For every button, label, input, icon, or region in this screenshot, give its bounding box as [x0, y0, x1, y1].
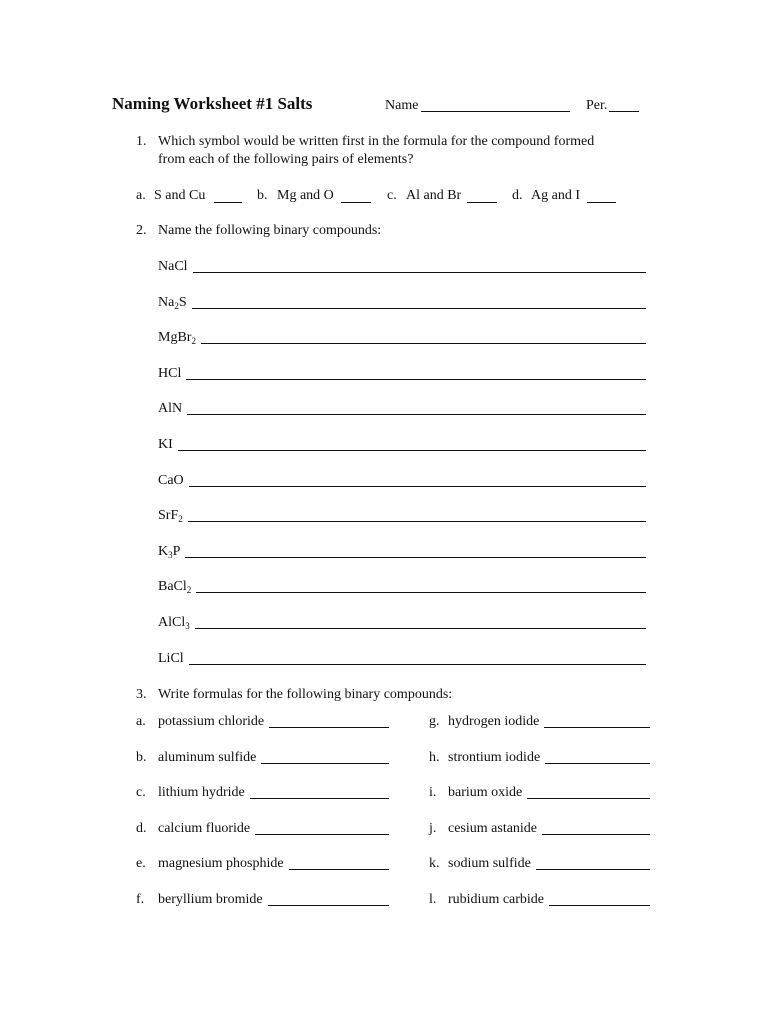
q3-left-answer-field[interactable]	[269, 727, 389, 728]
period-field[interactable]	[609, 111, 639, 112]
q1c-answer-field[interactable]	[467, 202, 497, 203]
q3-right-answer-field[interactable]	[544, 727, 650, 728]
q2-formula: LiCl	[158, 651, 184, 666]
q3-right-letter: h.	[429, 750, 440, 765]
q3-left-letter: a.	[136, 714, 146, 729]
q3-right-answer-field[interactable]	[536, 869, 650, 870]
q3-left-compound-name: calcium fluoride	[158, 821, 251, 836]
q1d-letter: d.	[512, 188, 523, 203]
q3-right-answer-field[interactable]	[542, 834, 650, 835]
q3-left-compound-name: lithium hydride	[158, 785, 245, 800]
q3-left-compound-name: beryllium bromide	[158, 892, 263, 907]
q3-left-letter: b.	[136, 750, 147, 765]
q3-right-compound-name: sodium sulfide	[448, 856, 531, 871]
q2-formula: MgBr$_2$	[158, 330, 196, 346]
q2-answer-field[interactable]	[193, 272, 646, 273]
q3-left-compound-name: potassium chloride	[158, 714, 265, 729]
q3-left-answer-field[interactable]	[255, 834, 389, 835]
q3-right-letter: l.	[429, 892, 437, 907]
q3-left-compound-name: aluminum sulfide	[158, 750, 257, 765]
q1c-text: Al and Br	[406, 188, 462, 203]
q3-left-answer-field[interactable]	[261, 763, 389, 764]
q2-formula: AlN	[158, 401, 183, 416]
q3-right-compound-name: cesium astanide	[448, 821, 538, 836]
q2-answer-field[interactable]	[195, 628, 646, 629]
q1d-answer-field[interactable]	[587, 202, 616, 203]
q3-left-answer-field[interactable]	[268, 905, 389, 906]
q2-answer-field[interactable]	[196, 592, 646, 593]
period-label: Per.	[586, 98, 608, 113]
q3-right-compound-name: rubidium carbide	[448, 892, 545, 907]
q2-formula: AlCl$_3$	[158, 615, 190, 631]
q3-right-answer-field[interactable]	[549, 905, 650, 906]
q2-formula: CaO	[158, 473, 184, 488]
q2-answer-field[interactable]	[201, 343, 646, 344]
q3-left-letter: e.	[136, 856, 146, 871]
q2-formula: SrF$_2$	[158, 508, 183, 524]
q2-answer-field[interactable]	[189, 486, 646, 487]
q3-right-compound-name: strontium iodide	[448, 750, 541, 765]
q2-answer-field[interactable]	[192, 308, 646, 309]
q3-right-letter: j.	[429, 821, 437, 836]
q1-text-line1: Which symbol would be written first in the formula for the compound formed	[158, 134, 595, 149]
q3-left-answer-field[interactable]	[289, 869, 389, 870]
q3-left-letter: f.	[136, 892, 145, 907]
q2-answer-field[interactable]	[185, 557, 646, 558]
q3-right-letter: g.	[429, 714, 440, 729]
page-title: Naming Worksheet #1 Salts	[112, 94, 313, 113]
name-field[interactable]	[421, 111, 570, 112]
q3-right-letter: k.	[429, 856, 440, 871]
q3-right-compound-name: barium oxide	[448, 785, 523, 800]
q1a-letter: a.	[136, 188, 146, 203]
q3-number: 3.	[136, 687, 147, 702]
q3-right-letter: i.	[429, 785, 437, 800]
q2-formula: $K_3P$	[158, 544, 181, 560]
q2-number: 2.	[136, 223, 147, 238]
q2-answer-field[interactable]	[189, 664, 646, 665]
q3-left-compound-name: magnesium phosphide	[158, 856, 284, 871]
name-label: Name	[385, 98, 419, 113]
q2-formula: $Na_2S$	[158, 295, 187, 311]
q1b-text: Mg and O	[277, 188, 334, 203]
q3-left-answer-field[interactable]	[250, 798, 389, 799]
q1d-text: Ag and I	[531, 188, 580, 203]
q2-formula: KI	[158, 437, 173, 452]
q2-formula: BaCl$_2$	[158, 579, 192, 595]
q2-text: Name the following binary compounds:	[158, 223, 382, 238]
q1a-answer-field[interactable]	[214, 202, 242, 203]
q2-answer-field[interactable]	[188, 521, 646, 522]
q3-right-answer-field[interactable]	[545, 763, 650, 764]
q3-right-compound-name: hydrogen iodide	[448, 714, 540, 729]
q1b-answer-field[interactable]	[341, 202, 371, 203]
q3-left-letter: c.	[136, 785, 146, 800]
q1a-text: S and Cu	[154, 188, 206, 203]
q2-answer-field[interactable]	[187, 414, 646, 415]
q3-right-answer-field[interactable]	[527, 798, 650, 799]
q1-text-line2: from each of the following pairs of elements?	[158, 152, 414, 167]
q2-answer-field[interactable]	[178, 450, 646, 451]
q1-number: 1.	[136, 134, 147, 149]
q3-text: Write formulas for the following binary compounds:	[158, 687, 453, 702]
q1b-letter: b.	[257, 188, 268, 203]
q1c-letter: c.	[387, 188, 397, 203]
q3-left-letter: d.	[136, 821, 147, 836]
q2-formula: HCl	[158, 366, 182, 381]
q2-formula: NaCl	[158, 259, 188, 274]
q2-answer-field[interactable]	[186, 379, 646, 380]
